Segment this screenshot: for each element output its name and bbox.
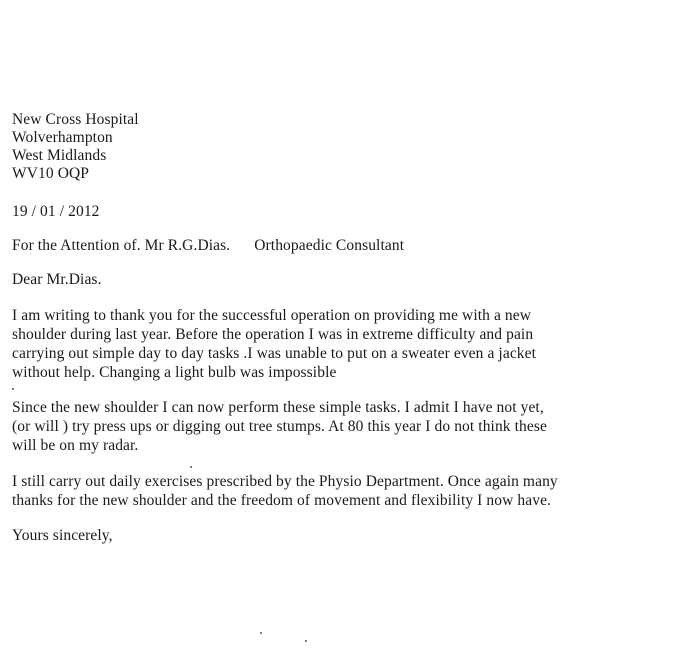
salutation: Dear Mr.Dias. (12, 271, 102, 288)
scan-speck (12, 388, 14, 390)
address-line-postcode: WV10 OQP (12, 165, 90, 182)
attention-recipient: For the Attention of. Mr R.G.Dias. (12, 237, 231, 254)
paragraph-2-line: (or will ) try press ups or digging out tree stumps. At 80 this year I do not think these (12, 418, 547, 435)
address-line-city: Wolverhampton (12, 129, 113, 146)
paragraph-3-line: thanks for the new shoulder and the freedom of movement and flexibility I now have. (12, 492, 552, 509)
paragraph-1-line: carrying out simple day to day tasks .I was unable to put on a sweater even a jacket (12, 345, 537, 362)
paragraph-1-line: shoulder during last year. Before the operation I was in extreme difficulty and pain (12, 326, 534, 343)
scan-speck (190, 466, 192, 468)
address-line-hospital: New Cross Hospital (12, 111, 139, 128)
scan-speck (260, 632, 262, 634)
attention-role: Orthopaedic Consultant (254, 237, 405, 254)
paragraph-3-line: I still carry out daily exercises prescribed by the Physio Department. Once again many (12, 473, 558, 490)
paragraph-2-line: will be on my radar. (12, 437, 139, 454)
paragraph-2-line: Since the new shoulder I can now perform these simple tasks. I admit I have not yet, (12, 399, 544, 416)
paragraph-1-line: without help. Changing a light bulb was impossible (12, 364, 337, 381)
scan-speck (305, 640, 307, 642)
address-line-region: West Midlands (12, 147, 107, 164)
attention-line (12, 236, 404, 256)
closing-line: Yours sincerely, (12, 527, 113, 544)
letter-date: 19 / 01 / 2012 (12, 203, 100, 220)
paragraph-1-line: I am writing to thank you for the successful operation on providing me with a new (12, 307, 532, 324)
